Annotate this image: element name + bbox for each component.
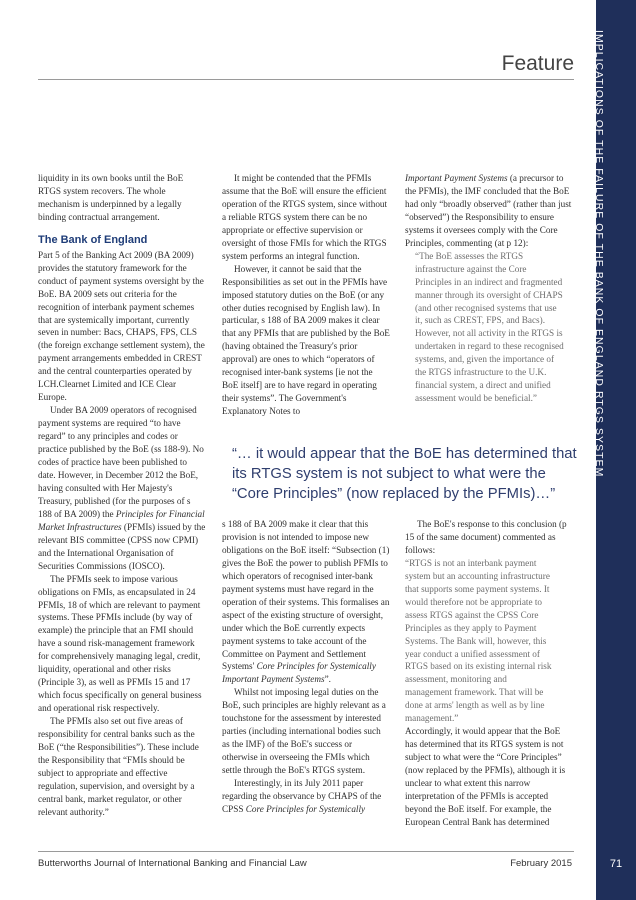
column-3-bottom [405, 518, 573, 829]
footer-rule [38, 851, 574, 852]
column-2-bottom [222, 518, 390, 816]
col2-p5-italic: Core Principles for Systemically [245, 803, 366, 814]
col3-quote-boe: “RTGS is not an interbank payment system but an accounting infrastructure that supports some payment systems. It would therefore not be appropriate to assess RTGS against the CPSS Core Principles as they apply to Payment Systems. The Bank will, however, this year conduct a unified assessment of RTGS based on its existing internal risk assessment, monitoring and management framework. That will be done at arms' length as well as by line management.” [405, 557, 552, 724]
col1-paragraph-3 [38, 404, 206, 572]
column-2-top [222, 172, 390, 418]
section-heading-bank-of-england: The Bank of England [38, 233, 148, 246]
col2-paragraph-1: It might be contended that the PFMIs assume that the BoE will ensure the efficient operation of the RTGS system, since without a reliable RTGS system there can be no appropriate or effective supervision or oversight of those FMIs for which the RTGS system performs an integral function. [222, 173, 388, 261]
footer-issue-date: February 2015 [510, 858, 572, 869]
col3-p1-italic: Important Payment Systems [405, 173, 508, 183]
pull-quote: “… it would appear that the BoE has determined that its RTGS system is not subject to what were the “Core Principles” (now replaced by the PFMIs)…” [232, 446, 577, 502]
sidebar-article-title: IMPLICATIONS OF THE FAILURE OF THE BANK OF ENGLAND RTGS SYSTEM [593, 30, 604, 478]
col1-p3-italic: Principles for Financial Market Infrastructures [38, 508, 205, 532]
col3-paragraph-2: The BoE's response to this conclusion (p 15 of the same document) commented as follows: [405, 519, 567, 555]
col2-p3-italic: Core Principles for Systemically Important Payment Systems [222, 661, 376, 685]
col1-paragraph-4: The PFMIs seek to impose various obligations on FMIs, as encapsulated in 24 PFMIs, 18 of which are relevant to payment systems. These PFMIs include (by way of example) the principle that an FMI should have a sound risk-management framework for comprehensively managing legal, credit, liquidity, operational and other risks (Principle 3), as well as PFMIs 15 and 17 which focus specifically on general business and operational risk respectively. [38, 573, 202, 714]
header-rule [38, 79, 574, 80]
col3-paragraph-1 [405, 172, 573, 250]
col2-p5-text: Interestingly, in its July 2011 paper regarding the observance by CHAPS of the CPSS [222, 778, 382, 814]
col2-paragraph-5 [222, 777, 390, 816]
column-1 [38, 172, 206, 819]
col1-paragraph-5: The PFMIs also set out five areas of responsibility for central banks such as the BoE (“the Responsibilities”). These include the Responsibility that “FMIs should be subject to appropriate and effective regulation, supervision, and oversight by a central bank, market regulator, or other relevant authority.” [38, 716, 199, 817]
col2-paragraph-2: However, it cannot be said that the Responsibilities as set out in the PFMIs have imposed statutory duties on the BoE (or any other duties recognised by English law). In particular, s 188 of BA 2009 makes it clear that any PFMIs that are published by the BoE (having obtained the Treasury's prior approval) are ones to which “operators of recognised inter-bank systems [ie not the BoE itself] are to have regard in operating their systems”. The Government's Explanatory Notes to [222, 263, 390, 417]
page-number: 71 [609, 858, 623, 870]
col1-paragraph-1: liquidity in its own books until the BoE RTGS system recovers. The whole mechanism is underpinned by a legally binding contractual arrangement. [38, 173, 184, 222]
col2-paragraph-3 [222, 518, 390, 686]
col2-p3-text-b: ”. [324, 674, 331, 685]
col3-p1-text: (a precursor to the PFMIs), the IMF concluded that the BoE had only “broadly observed” (rather than just “observed”) the Responsibility to ensure systems it oversees comply with the Core Principles, commenting (at p 12): [405, 173, 572, 248]
col3-paragraph-3: Accordingly, it would appear that the BoE has determined that its RTGS system is not subject to what were the “Core Principles” (now replaced by the PFMIs), although it is unclear to what extent this narrow interpretation of the PFMIs is accepted beyond the BoE itself. For example, the European Central Bank has determined [405, 726, 566, 827]
col2-paragraph-4: Whilst not imposing legal duties on the BoE, such principles are highly relevant as a touchstone for the assessment by interested parties (including international bodies such as the IMF) of the BoE's success or otherwise in overseeing the FMIs which settle through the BoE's RTGS system. [222, 687, 386, 776]
col2-p3-text-a: s 188 of BA 2009 make it clear that this provision is not intended to impose new obligations on the BoE itself: “Subsection (1) gives the BoE the power to publish PFMIs to which operators of recognised inter-bank payment systems must have regard in the operation of their systems. This formalises an aspect of the existing structure of oversight, under which the BoE currently expects payment systems to take account of the Committee on Payment and Settlement Systems' [222, 519, 390, 672]
footer-journal-title: Butterworths Journal of International Banking and Financial Law [38, 858, 307, 869]
col1-p3-text-b: (PFMIs) issued by the relevant BIS committee (CPSS now CPMI) and the International Organisation of Securities Commissions (IOSCO). [38, 521, 206, 571]
section-label: Feature [501, 52, 574, 75]
col3-quote-imf: “The BoE assesses the RTGS infrastructure against the Core Principles in an indirect and fragmented manner through its oversight of CHAPS (and other recognised systems that use it, such as CREST, FPS, and Bacs). However, not all activity in the RTGS is undertaken in regard to these recognised systems, and, given the importance of the RTGS infrastructure to the U.K. financial system, a direct and unified assessment would be beneficial.” [415, 250, 564, 404]
column-3-top [405, 172, 573, 405]
col1-paragraph-2: Part 5 of the Banking Act 2009 (BA 2009) provides the statutory framework for the conduct of payment systems oversight by the BoE. BA 2009 sets out criteria for the recognition of interbank payment schemes that are systemically important, currently seven in number: Bacs, CHAPS, FPS, CLS (the foreign exchange settlement system), the payment arrangements embedded in CREST and the central counterparties operated by LCH.Clearnet Limited and ICE Clear Europe. [38, 249, 205, 403]
col1-p3-text-a: Under BA 2009 operators of recognised payment systems are required “to have regard” to any principles and codes or practice published by the BoE (ss 188-9). No codes of practice have been published to date. However, in December 2012 the BoE, having consulted with Her Majesty's Treasury, published (for the purposes of s 188 of BA 2009) the [38, 405, 204, 519]
